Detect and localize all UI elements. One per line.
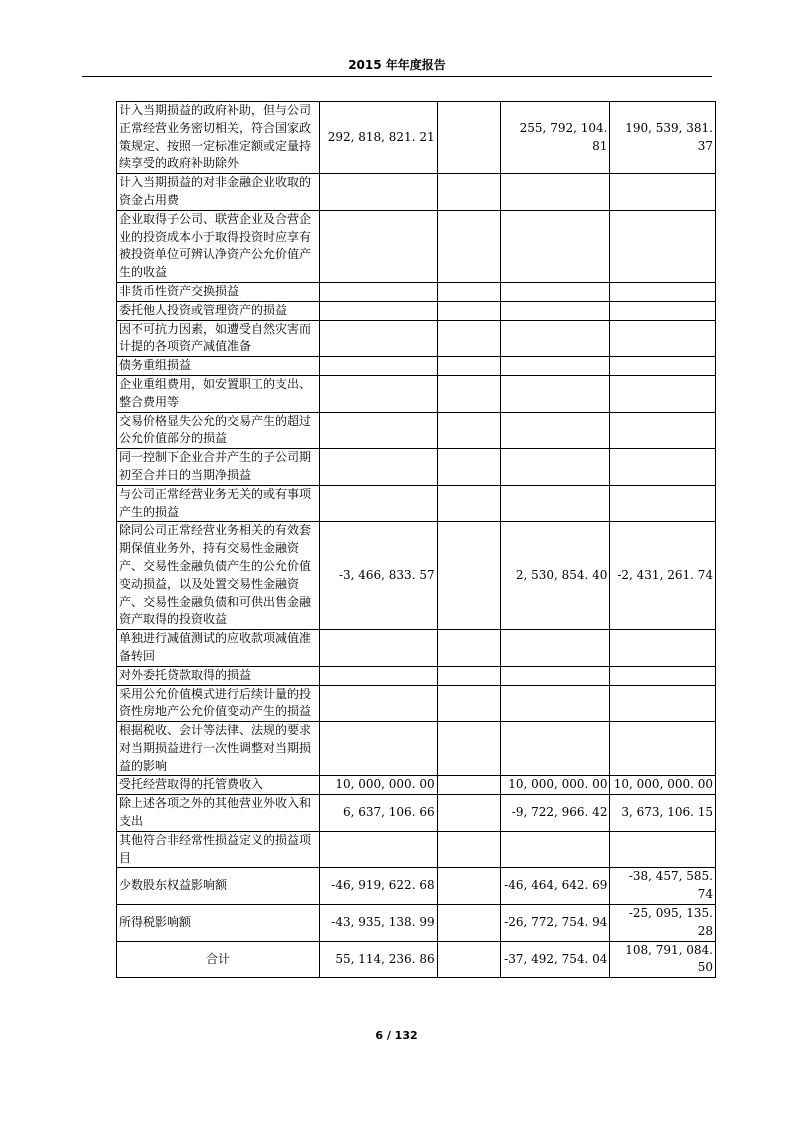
table-row — [117, 795, 716, 832]
cell-2014 — [500, 282, 610, 301]
cell-2013: 190, 539, 381. 37 — [610, 102, 716, 174]
total-label: 合计 — [117, 941, 320, 978]
cell-note — [437, 905, 500, 942]
table-row — [117, 831, 716, 868]
cell-note — [437, 375, 500, 412]
item-label: 所得税影响额 — [117, 905, 320, 942]
cell-2013 — [610, 357, 716, 376]
cell-2015 — [320, 722, 438, 776]
cell-2014: -37, 492, 754. 04 — [500, 941, 610, 978]
cell-2013 — [610, 320, 716, 357]
cell-2015: -43, 935, 138. 99 — [320, 905, 438, 942]
cell-2014 — [500, 210, 610, 282]
cell-2013: 10, 000, 000. 00 — [610, 776, 716, 795]
item-label: 其他符合非经常性损益定义的损益项目 — [117, 831, 320, 868]
table-row — [117, 776, 716, 795]
table-row — [117, 301, 716, 320]
cell-2013 — [610, 301, 716, 320]
table-row — [117, 630, 716, 667]
item-label: 对外委托贷款取得的损益 — [117, 666, 320, 685]
cell-2014 — [500, 412, 610, 449]
cell-2014 — [500, 174, 610, 211]
cell-2014: 10, 000, 000. 00 — [500, 776, 610, 795]
cell-2014 — [500, 485, 610, 522]
table-row — [117, 357, 716, 376]
table-row — [117, 174, 716, 211]
item-label: 计入当期损益的政府补助，但与公司正常经营业务密切相关，符合国家政策规定、按照一定标准定额或定量持续享受的政府补助除外 — [117, 102, 320, 174]
cell-2014 — [500, 357, 610, 376]
item-label: 委托他人投资或管理资产的损益 — [117, 301, 320, 320]
cell-note — [437, 174, 500, 211]
cell-2014 — [500, 831, 610, 868]
item-label: 与公司正常经营业务无关的或有事项产生的损益 — [117, 485, 320, 522]
cell-2013 — [610, 282, 716, 301]
cell-note — [437, 449, 500, 486]
table-row — [117, 102, 716, 174]
item-label: 除上述各项之外的其他营业外收入和支出 — [117, 795, 320, 832]
cell-2013: 108, 791, 084. 50 — [610, 941, 716, 978]
header-divider — [82, 76, 712, 77]
table-row-total — [117, 941, 716, 978]
cell-2014 — [500, 722, 610, 776]
table-row — [117, 412, 716, 449]
cell-2015 — [320, 320, 438, 357]
table-row — [117, 522, 716, 630]
cell-2014 — [500, 449, 610, 486]
cell-note — [437, 868, 500, 905]
cell-note — [437, 666, 500, 685]
cell-2014 — [500, 375, 610, 412]
cell-2013 — [610, 449, 716, 486]
cell-note — [437, 776, 500, 795]
cell-2015 — [320, 485, 438, 522]
cell-2015 — [320, 174, 438, 211]
cell-2013 — [610, 485, 716, 522]
cell-2014: -26, 772, 754. 94 — [500, 905, 610, 942]
cell-2013: -38, 457, 585. 74 — [610, 868, 716, 905]
cell-2015 — [320, 210, 438, 282]
cell-2015 — [320, 666, 438, 685]
item-label: 非货币性资产交换损益 — [117, 282, 320, 301]
cell-2015 — [320, 831, 438, 868]
item-label: 根据税收、会计等法律、法规的要求对当期损益进行一次性调整对当期损益的影响 — [117, 722, 320, 776]
item-label: 单独进行减值测试的应收款项减值准备转回 — [117, 630, 320, 667]
cell-note — [437, 301, 500, 320]
cell-2015: 55, 114, 236. 86 — [320, 941, 438, 978]
cell-2015: -3, 466, 833. 57 — [320, 522, 438, 630]
cell-2015 — [320, 301, 438, 320]
cell-2013 — [610, 666, 716, 685]
cell-2014: 255, 792, 104. 81 — [500, 102, 610, 174]
cell-2015: 292, 818, 821. 21 — [320, 102, 438, 174]
table-row — [117, 449, 716, 486]
report-header: 2015 年年度报告 — [348, 58, 446, 72]
cell-2015 — [320, 685, 438, 722]
table-row — [117, 485, 716, 522]
non-recurring-gains-table — [116, 101, 716, 978]
cell-note — [437, 320, 500, 357]
cell-2015: -46, 919, 622. 68 — [320, 868, 438, 905]
item-label: 因不可抗力因素，如遭受自然灾害而计提的各项资产减值准备 — [117, 320, 320, 357]
cell-2013 — [610, 375, 716, 412]
cell-2013: 3, 673, 106. 15 — [610, 795, 716, 832]
cell-note — [437, 831, 500, 868]
cell-2015 — [320, 357, 438, 376]
cell-note — [437, 630, 500, 667]
item-label: 除同公司正常经营业务相关的有效套期保值业务外，持有交易性金融资产、交易性金融负债产生的公允价值变动损益，以及处置交易性金融资产、交易性金融负债和可供出售金融资产取得的投资收益 — [117, 522, 320, 630]
item-label: 交易价格显失公允的交易产生的超过公允价值部分的损益 — [117, 412, 320, 449]
cell-note — [437, 357, 500, 376]
item-label: 计入当期损益的对非金融企业收取的资金占用费 — [117, 174, 320, 211]
cell-note — [437, 412, 500, 449]
table-row — [117, 282, 716, 301]
table-row — [117, 666, 716, 685]
item-label: 受托经营取得的托管费收入 — [117, 776, 320, 795]
table-row — [117, 375, 716, 412]
cell-2014 — [500, 685, 610, 722]
cell-note — [437, 485, 500, 522]
cell-2015 — [320, 630, 438, 667]
cell-2015 — [320, 449, 438, 486]
cell-2013 — [610, 210, 716, 282]
cell-note — [437, 522, 500, 630]
cell-note — [437, 282, 500, 301]
cell-2014 — [500, 301, 610, 320]
table-row — [117, 685, 716, 722]
table-row — [117, 722, 716, 776]
cell-2013: -2, 431, 261. 74 — [610, 522, 716, 630]
cell-2013 — [610, 722, 716, 776]
item-label: 企业重组费用，如安置职工的支出、整合费用等 — [117, 375, 320, 412]
page-number: 6 / 132 — [375, 1029, 418, 1042]
cell-note — [437, 722, 500, 776]
cell-2014 — [500, 630, 610, 667]
item-label: 债务重组损益 — [117, 357, 320, 376]
cell-note — [437, 210, 500, 282]
item-label: 同一控制下企业合并产生的子公司期初至合并日的当期净损益 — [117, 449, 320, 486]
cell-2014 — [500, 666, 610, 685]
cell-2015: 10, 000, 000. 00 — [320, 776, 438, 795]
cell-2014: -9, 722, 966. 42 — [500, 795, 610, 832]
cell-2013 — [610, 831, 716, 868]
item-label: 企业取得子公司、联营企业及合营企业的投资成本小于取得投资时应享有被投资单位可辨认净资产公允价值产生的收益 — [117, 210, 320, 282]
table-row — [117, 210, 716, 282]
cell-2015 — [320, 412, 438, 449]
cell-2015: 6, 637, 106. 66 — [320, 795, 438, 832]
cell-2013 — [610, 174, 716, 211]
cell-note — [437, 102, 500, 174]
cell-2013 — [610, 412, 716, 449]
cell-2015 — [320, 282, 438, 301]
cell-note — [437, 685, 500, 722]
cell-note — [437, 941, 500, 978]
cell-2014 — [500, 320, 610, 357]
table-row — [117, 320, 716, 357]
table-row — [117, 868, 716, 905]
item-label: 采用公允价值模式进行后续计量的投资性房地产公允价值变动产生的损益 — [117, 685, 320, 722]
item-label: 少数股东权益影响额 — [117, 868, 320, 905]
cell-2013 — [610, 630, 716, 667]
cell-2013: -25, 095, 135. 28 — [610, 905, 716, 942]
cell-2014: 2, 530, 854. 40 — [500, 522, 610, 630]
cell-2014: -46, 464, 642. 69 — [500, 868, 610, 905]
cell-note — [437, 795, 500, 832]
cell-2015 — [320, 375, 438, 412]
cell-2013 — [610, 685, 716, 722]
table-row — [117, 905, 716, 942]
